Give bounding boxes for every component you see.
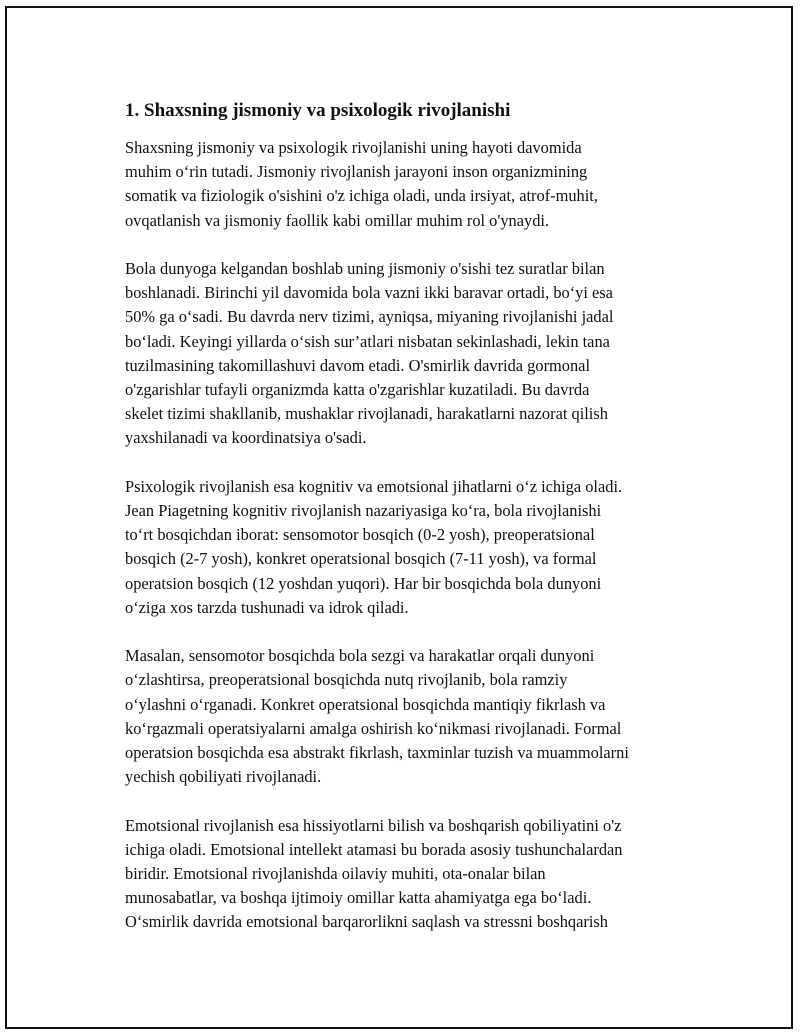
text-line: Shaxsning jismoniy va psixologik rivojlanishi uning hayoti davomida: [125, 138, 582, 157]
text-line: to‘rt bosqichdan iborat: sensomotor bosqich (0-2 yosh), preoperatsional: [125, 525, 595, 545]
text-line: muhim o‘rin tutadi. Jismoniy rivojlanish jarayoni inson organizmining: [125, 162, 588, 182]
text-line: yaxshilanadi va koordinatsiya o'sadi.: [125, 428, 367, 448]
document-body: [125, 98, 705, 959]
paragraph: [125, 644, 705, 789]
text-line: Emotsional rivojlanish esa hissiyotlarni bilish va boshqarish qobiliyatini o'z: [125, 815, 622, 835]
text-line: o‘zlashtirsa, preoperatsional bosqichda nutq rivojlanib, bola ramziy: [125, 670, 568, 690]
text-line: ovqatlanish va jismoniy faollik kabi omillar muhim rol o'ynaydi.: [125, 210, 550, 230]
paragraph-list: [125, 136, 705, 935]
text-line: somatik va fiziologik o'sishini o'z ichiga oladi, unda irsiyat, atrof-muhit,: [125, 186, 598, 206]
text-line: Jean Piagetning kognitiv rivojlanish nazariyasiga ko‘ra, bola rivojlanishi: [125, 501, 602, 521]
text-line: Bola dunyoga kelgandan boshlab uning jismoniy o'sishi tez suratlar bilan: [125, 259, 605, 278]
text-line: biridir. Emotsional rivojlanishda oilaviy muhiti, ota-onalar bilan: [125, 864, 546, 884]
paragraph: [125, 814, 705, 935]
text-line: Psixologik rivojlanish esa kognitiv va emotsional jihatlarni o‘z ichiga oladi.: [125, 476, 623, 496]
text-line: o'zgarishlar tufayli organizmda katta o'zgarishlar kuzatiladi. Bu davrda: [125, 380, 590, 400]
section-title: 1. Shaxsning jismoniy va psixologik rivojlanishi: [125, 100, 511, 121]
paragraph: [125, 136, 705, 233]
text-line: munosabatlar, va boshqa ijtimoiy omillar katta ahamiyatga ega bo‘ladi.: [125, 888, 592, 908]
paragraph: [125, 475, 705, 620]
text-line: 50% ga o‘sadi. Bu davrda nerv tizimi, ayniqsa, miyaning rivojlanishi jadal: [125, 307, 614, 327]
text-line: yechish qobiliyati rivojlanadi.: [125, 767, 322, 787]
text-line: ichiga oladi. Emotsional intellekt atamasi bu borada asosiy tushunchalardan: [125, 839, 623, 859]
text-line: o‘ziga xos tarzda tushunadi va idrok qiladi.: [125, 597, 409, 617]
text-line: tuzilmasining takomillashuvi davom etadi. O'smirlik davrida gormonal: [125, 355, 590, 375]
text-line: operatsion bosqich (12 yoshdan yuqori). Har bir bosqichda bola dunyoni: [125, 573, 602, 593]
text-line: Masalan, sensomotor bosqichda bola sezgi va harakatlar orqali dunyoni: [125, 646, 595, 666]
text-line: bosqich (2-7 yosh), konkret operatsional bosqich (7-11 yosh), va formal: [125, 549, 597, 569]
text-line: boshlanadi. Birinchi yil davomida bola vazni ikki baravar ortadi, bo‘yi esa: [125, 283, 613, 303]
paragraph: [125, 257, 705, 451]
text-line: bo‘ladi. Keyingi yillarda o‘sish sur’atlari nisbatan sekinlashadi, lekin tana: [125, 331, 610, 351]
text-line: operatsion bosqichda esa abstrakt fikrlash, taxminlar tuzish va muammolarni: [125, 743, 629, 763]
text-line: skelet tizimi shakllanib, mushaklar rivojlanadi, harakatlarni nazorat qilish: [125, 404, 608, 424]
text-line: ko‘rgazmali operatsiyalarni amalga oshirish ko‘nikmasi rivojlanadi. Formal: [125, 718, 622, 738]
text-line: o‘ylashni o‘rganadi. Konkret operatsional bosqichda mantiqiy fikrlash va: [125, 694, 606, 714]
page-frame: [5, 6, 793, 1029]
text-line: O‘smirlik davrida emotsional barqarorlikni saqlash va stressni boshqarish: [125, 912, 608, 932]
